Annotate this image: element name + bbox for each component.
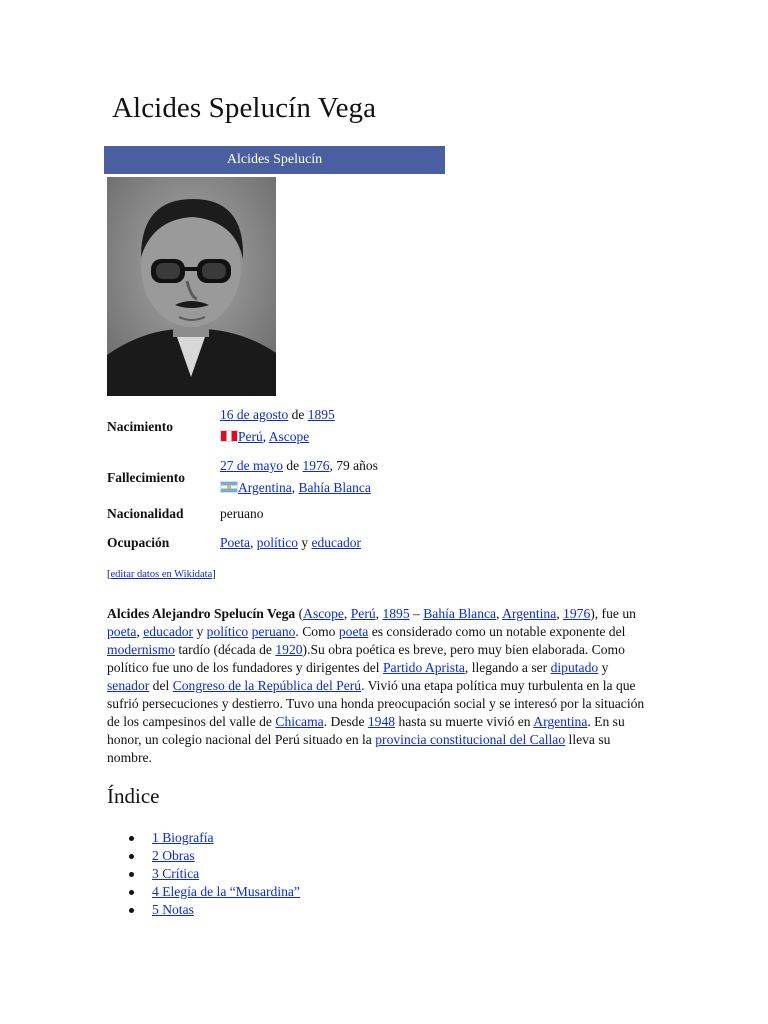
argentina-flag-icon: [220, 481, 238, 493]
intro-link[interactable]: 1948: [367, 714, 396, 729]
death-year-link[interactable]: 1976: [302, 458, 330, 473]
intro-text: . Desde: [323, 714, 368, 729]
toc-link-obras[interactable]: 2 Obras: [152, 848, 195, 863]
intro-text: . Vivió una etapa política muy turbulenta en la que sufrió persecuciones y destierro. Tuvo una honda preocupación social y se interesó por la situación de los campesinos del valle de: [107, 678, 645, 729]
intro-link[interactable]: peruano: [251, 624, 296, 639]
intro-text: ).Su obra poética es breve, pero muy bien elaborada. Como político fue uno de los fundadores y dirigentes del: [107, 642, 625, 675]
death-city-link[interactable]: Bahía Blanca: [298, 480, 371, 495]
intro-text: y: [598, 660, 609, 675]
intro-link[interactable]: diputado: [550, 660, 599, 675]
birth-city-link[interactable]: Ascope: [268, 429, 310, 444]
birth-country-link[interactable]: Perú: [238, 429, 263, 444]
death-country-link[interactable]: Argentina: [238, 480, 292, 495]
infobox: [104, 146, 445, 550]
occupation-link-poeta[interactable]: Poeta: [220, 535, 250, 550]
intro-text: . En su honor, un colegio nacional del Perú situado en la: [107, 714, 625, 747]
intro-text: tardío (década de: [174, 642, 276, 657]
intro-link[interactable]: Perú: [350, 606, 376, 621]
death-value: [220, 455, 378, 499]
death-date-link[interactable]: 27 de mayo: [220, 458, 283, 473]
intro-link[interactable]: Chicama: [275, 714, 324, 729]
birth-label: Nacimiento: [107, 419, 173, 434]
intro-text: ), fue un: [590, 606, 636, 621]
intro-link[interactable]: Congreso de la República del Perú: [172, 678, 362, 693]
toc-item: [129, 829, 300, 847]
intro-text: y: [193, 624, 207, 639]
intro-link[interactable]: provincia constitucional del Callao: [375, 732, 566, 747]
infobox-header: Alcides Spelucín: [104, 146, 445, 174]
toc-list: [129, 829, 300, 919]
occupation-link-politico[interactable]: político: [256, 535, 298, 550]
birth-year-link[interactable]: 1895: [307, 407, 335, 422]
page-title: Alcides Spelucín Vega: [112, 92, 377, 124]
toc-item: [129, 847, 300, 865]
intro-link[interactable]: senador: [107, 678, 150, 693]
subject-name: Alcides Alejandro Spelucín Vega: [107, 606, 296, 621]
intro-text: ,: [136, 624, 144, 639]
intro-paragraph: [107, 605, 647, 767]
birth-date-link[interactable]: 16 de agosto: [220, 407, 289, 422]
occupation-label: Ocupación: [107, 535, 170, 550]
intro-text: (: [295, 606, 304, 621]
portrait-photo[interactable]: [107, 177, 276, 396]
toc-link-biografia[interactable]: 1 Biografía: [152, 830, 214, 845]
intro-text: ,: [343, 606, 351, 621]
intro-link[interactable]: poeta: [338, 624, 369, 639]
birth-value: [220, 404, 335, 448]
intro-link[interactable]: Argentina: [533, 714, 588, 729]
occupation-sep2: y: [298, 535, 312, 550]
occupation-link-educador[interactable]: educador: [311, 535, 361, 550]
edit-wikidata-link[interactable]: editar datos en Wikidata: [110, 569, 213, 580]
intro-text: , llegando a ser: [464, 660, 551, 675]
toc-link-critica[interactable]: 3 Crítica: [152, 866, 200, 881]
portrait-image: [107, 177, 276, 396]
birth-sep: ,: [262, 429, 269, 444]
intro-link[interactable]: poeta: [107, 624, 137, 639]
intro-link[interactable]: político: [206, 624, 249, 639]
intro-link[interactable]: 1976: [563, 606, 591, 621]
death-age: , 79 años: [329, 458, 378, 473]
peru-flag-icon: [220, 430, 238, 442]
intro-link[interactable]: Partido Aprista: [382, 660, 465, 675]
intro-text: del: [149, 678, 173, 693]
toc-item: [129, 901, 300, 919]
birth-de: de: [291, 407, 305, 422]
nationality-value: peruano: [220, 506, 264, 521]
occupation-value: [220, 532, 361, 554]
intro-link[interactable]: educador: [143, 624, 194, 639]
edit-close-bracket: ]: [212, 569, 216, 580]
edit-open-bracket: [: [107, 569, 111, 580]
intro-text: ,: [556, 606, 564, 621]
toc-title: Índice: [107, 784, 160, 808]
occupation-sep1: ,: [250, 535, 257, 550]
nationality-label: Nacionalidad: [107, 506, 184, 521]
intro-text: es considerado como un notable exponente del: [368, 624, 626, 639]
wikidata-edit-note: [107, 569, 216, 580]
death-sep: ,: [291, 480, 299, 495]
intro-text: lleva su nombre.: [107, 732, 611, 765]
toc-item: [129, 883, 300, 901]
death-label: Fallecimiento: [107, 470, 185, 485]
intro-link[interactable]: modernismo: [107, 642, 175, 657]
intro-link[interactable]: 1895: [382, 606, 410, 621]
intro-text: –: [409, 606, 424, 621]
intro-link[interactable]: Ascope: [303, 606, 344, 621]
intro-text: ,: [496, 606, 503, 621]
toc-link-notas[interactable]: 5 Notas: [152, 902, 194, 917]
death-de: de: [286, 458, 300, 473]
intro-link[interactable]: Bahía Blanca: [423, 606, 497, 621]
toc-item: [129, 865, 300, 883]
toc-link-elegia[interactable]: 4 Elegía de la “Musardina”: [152, 884, 300, 899]
intro-link[interactable]: 1920: [275, 642, 303, 657]
intro-text: ,: [375, 606, 383, 621]
intro-text: hasta su muerte vivió en: [395, 714, 534, 729]
intro-link[interactable]: Argentina: [502, 606, 557, 621]
intro-text: . Como: [295, 624, 339, 639]
